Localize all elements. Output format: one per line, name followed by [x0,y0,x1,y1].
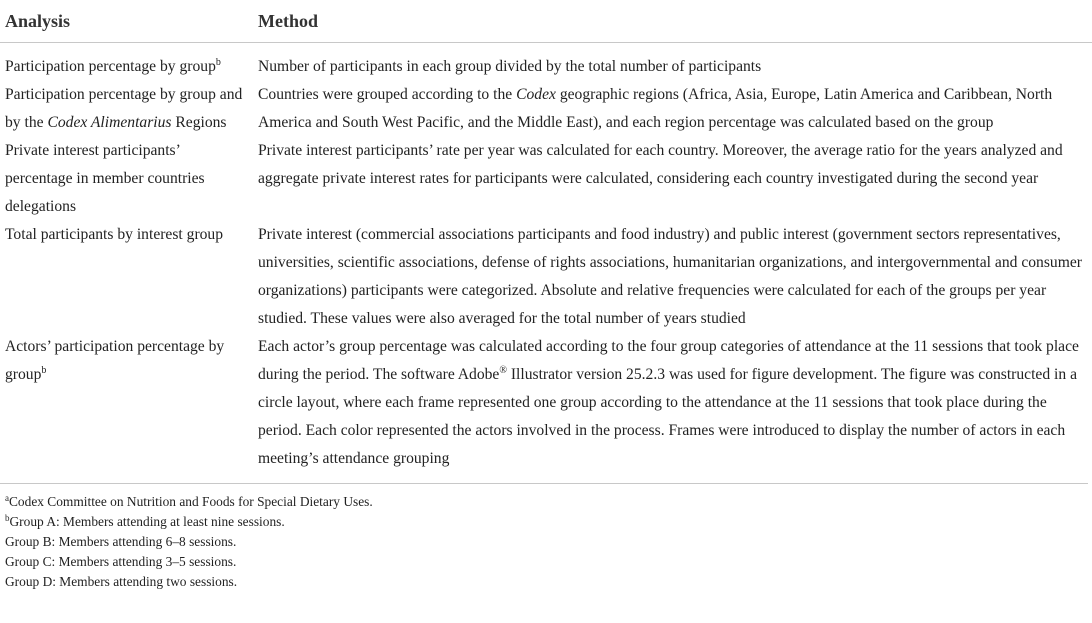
header-method: Method [258,10,318,31]
table-row [0,333,1092,473]
analysis-cell: Participation percentage by group and by the Codex Alimentarius Regions [5,86,243,131]
footnote: Group C: Members attending 3–5 sessions. [5,554,237,569]
method-cell: Countries were grouped according to the Codex geographic regions (Africa, Asia, Europe, Latin America and Caribbean, North America and South West Pacific, and the Middle East), and each region percentage was calculated based on the group [258,86,1053,131]
footnote: $^b$Group A: Members attending at least nine sessions. [5,513,285,529]
method-cell: Number of participants in each group divided by the total number of participants [258,58,762,75]
method-cell: Private interest participants’ rate per year was calculated for each country. Moreover, the average ratio for the years analyzed and aggregate private interest rates for participants were calculated, considering each country investigated during the second year [258,142,1063,187]
table-footnotes [0,484,1092,592]
table-row [0,221,1092,333]
table-row [0,137,1092,221]
method-cell: Each actor’s group percentage was calculated according to the four group categories of attendance at the 11 sessions that took place during the period. The software Adobe® Illustrator version 25.2.3 was used for figure development. The figure was constructed in a circle layout, where each frame represented one group according to the attendance at the 11 sessions that took place during the period. Each color represented the actors involved in the process. Frames were introduced to display the number of actors in each meeting’s attendance grouping [258,338,1079,467]
footnote: $^a$Codex Committee on Nutrition and Foods for Special Dietary Uses. [5,493,373,509]
method-cell: Private interest (commercial associations participants and food industry) and public interest (government sectors representatives, universities, scientific associations, defense of rights associations, humanitarian organizations, and intergovernmental and consumer organizations) participants were categorized. Absolute and relative frequencies were calculated for each of the groups per year studied. These values were also averaged for the total number of years studied [258,226,1082,327]
table-header [0,0,1092,43]
table-row [0,81,1092,137]
footnote: Group D: Members attending two sessions. [5,574,238,589]
table-body [0,43,1092,473]
analysis-cell: Participation percentage by group$^b$ [5,57,221,75]
header-analysis: Analysis [5,10,71,31]
footnote: Group B: Members attending 6–8 sessions. [5,534,237,549]
analysis-cell: Total participants by interest group [5,226,224,243]
analysis-cell: Actors’ participation percentage by group$^b$ [5,338,225,383]
table-row [0,53,1092,81]
analysis-cell: Private interest participants’ percentage in member countries delegations [5,142,205,215]
